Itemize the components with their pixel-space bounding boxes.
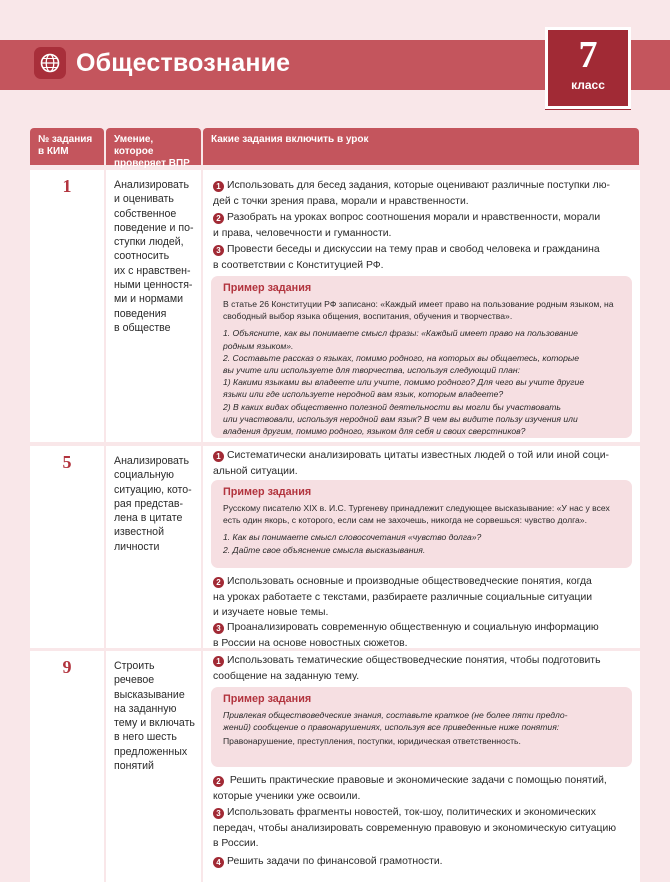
example-title: Пример задания: [223, 486, 312, 498]
table-row: [30, 170, 640, 442]
task-bullet: 1: [213, 181, 224, 192]
example-box: [211, 276, 632, 438]
task-number: 9: [62, 657, 72, 677]
example-title: Пример задания: [223, 282, 312, 294]
task-number: 1: [62, 176, 72, 196]
task-item: 3 Использовать фрагменты новостей, ток-шоу, политических и экономических передач, чтобы анализировать современную правовую и экономическую ситуацию в России.: [213, 807, 617, 850]
subject-logo: [34, 47, 66, 79]
skill-text: Анализировать и оценивать собственное поведение и по- ступки людей, соотносить их с нравствен- ными ценностя- ми и нормами поведения в обществе: [114, 179, 194, 334]
task-item: 1 Использовать тематические обществоведческие понятия, чтобы подготовить сообщение на заданную тему.: [213, 655, 601, 682]
example-box: [211, 480, 632, 568]
example-questions: 1. Объясните, как вы понимаете смысл фразы: «Каждый имеет право на пользование родным языком». 2. Составьте рассказ о языках, помимо родного, на которых вы общаетесь, которые вы учите или используете для творчества, используя следующий план: 1) Какими языками вы владеете или учите, помимо родного? Для чего вы учите другие языки или где используете неродной вам язык, которым владеете? 2) В каких видах общественно полезной деятельности вы могли бы участвовать или участвовали, используя неродной вам язык? В чем вы видите пользу изучения или владения другим, помимо родного, языком для себя и своих сверстников?: [223, 328, 585, 437]
task-bullet: 2: [213, 776, 224, 787]
skill-text: Строить речевое высказывание на заданную тему и включать в него шесть предложенных понятий: [114, 660, 195, 773]
globe-icon: [39, 52, 61, 74]
example-text: В статье 26 Конституции РФ записано: «Каждый имеет право на пользование родным языком, на свободный выбор языка общения, воспитания, обучения и творчества».: [223, 299, 614, 322]
page-title: Обществознание: [76, 49, 291, 77]
task-bullet: 3: [213, 245, 224, 256]
task-bullet: 3: [213, 623, 224, 634]
task-number: 5: [62, 452, 72, 472]
skill-text: Анализировать социальную ситуацию, кото- рая представ- лена в цитате известной личности: [114, 455, 192, 553]
task-bullet: 1: [213, 451, 224, 462]
example-box: [211, 687, 632, 767]
table-row: [30, 651, 640, 882]
task-item: 3 Проанализировать современную общественную и социальную информацию в России на основе новостных сюжетов.: [213, 622, 599, 649]
grade-badge: [545, 27, 631, 109]
task-bullet: 2: [213, 577, 224, 588]
task-bullet: 2: [213, 213, 224, 224]
grade-number: 7: [578, 34, 598, 76]
column-header-skill: Умение, которое проверяет ВПР: [106, 128, 201, 165]
task-bullet: 4: [213, 857, 224, 868]
task-item: 1 Систематически анализировать цитаты известных людей о той или иной соци- альной ситуации.: [213, 450, 609, 477]
task-bullet: 1: [213, 656, 224, 667]
example-questions: Привлекая обществоведческие знания, составьте краткое (не более пяти предло- жений) сообщение о правонарушениях, используя все приведенные ниже понятия:: [223, 710, 568, 733]
column-header-task-number: № задания в КИМ: [30, 128, 104, 165]
grade-label: класс: [571, 78, 605, 92]
example-title: Пример задания: [223, 693, 312, 705]
example-text: Правонарушение, преступления, поступки, юридическая ответственность.: [223, 736, 521, 747]
example-text: Русскому писателю XIX в. И.С. Тургеневу принадлежит следующее высказывание: «У нас у всех есть один якорь, с которого, если сам не захочешь, никогда не сорвешься: чувство долга».: [223, 503, 610, 526]
task-item: 2 Решить практические правовые и экономические задачи с помощью понятий, которые ученики уже освоили.: [213, 775, 607, 802]
task-item: 3 Провести беседы и дискуссии на тему прав и свобод человека и гражданина в соответствии с Конституцией РФ.: [213, 244, 600, 271]
task-bullet: 3: [213, 808, 224, 819]
task-item: 2 Использовать основные и производные обществоведческие понятия, когда на уроках работаете с текстами, разбираете различные социальные ситуации и изучаете новые темы.: [213, 576, 593, 619]
column-header-tasks: Какие задания включить в урок: [203, 128, 639, 165]
task-item: 2 Разобрать на уроках вопрос соотношения морали и нравственности, морали и права, человечности и гуманности.: [213, 212, 601, 239]
example-questions: 1. Как вы понимаете смысл словосочетания «чувство долга»? 2. Дайте свое объяснение смысла высказывания.: [223, 532, 482, 555]
task-item: 4 Решить задачи по финансовой грамотности.: [213, 854, 632, 870]
task-item: 1 Использовать для бесед задания, которые оценивают различные поступки лю- дей с точки зрения права, морали и нравственности.: [213, 180, 610, 207]
table-row: [30, 446, 640, 648]
